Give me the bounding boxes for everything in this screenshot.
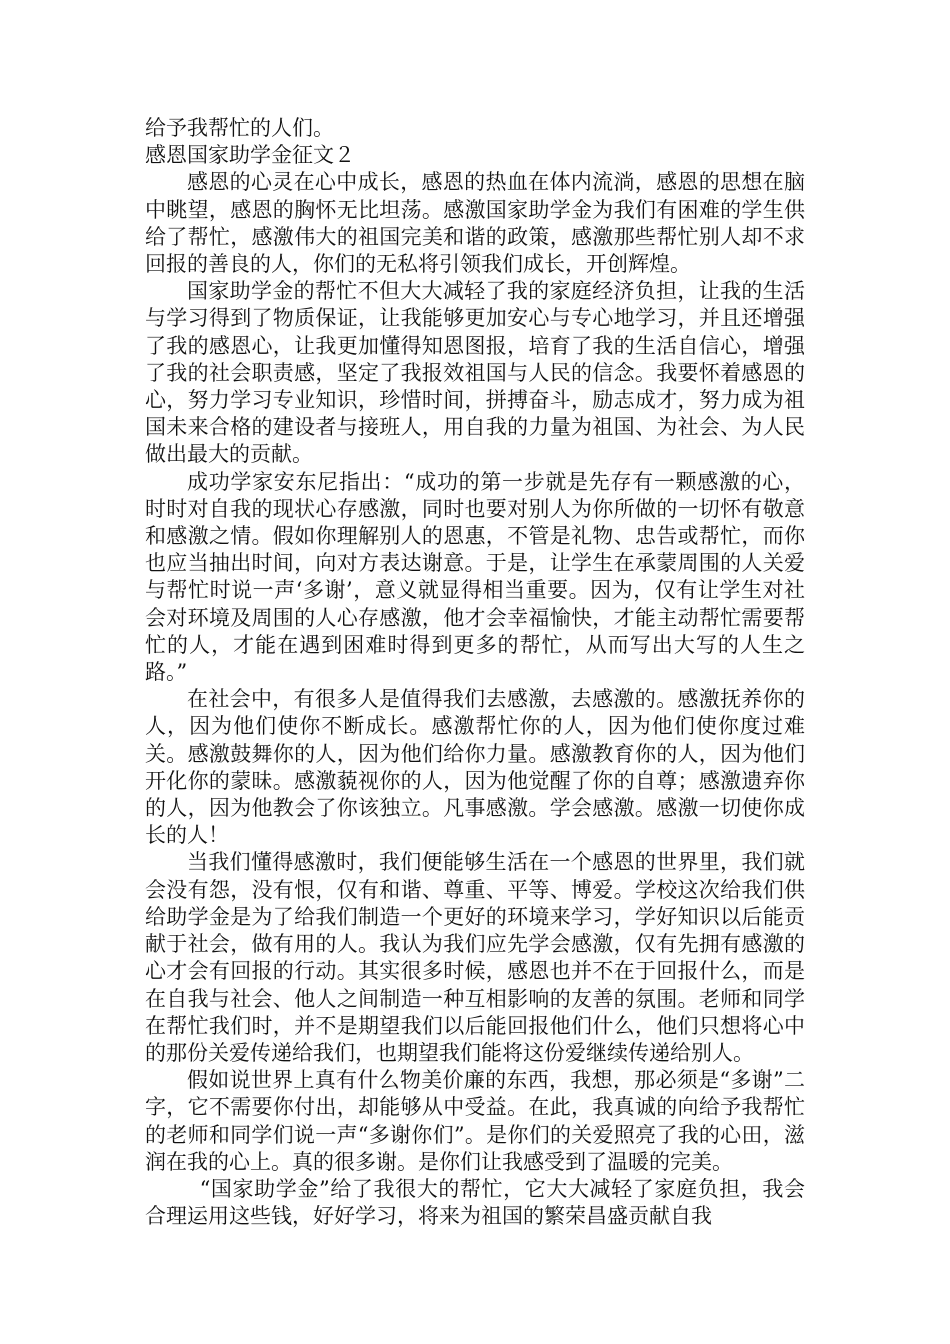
paragraph: 假如说世界上真有什么物美价廉的东西，我想，那必须是“多谢”二字，它不需要你付出，却能够从中受益。在此，我真诚的向给予我帮忙的老师和同学们说一声“多谢你们”。是你们的关爱照亮了我的心田，滋润在我的心上。真的很多谢。是你们让我感受到了温暖的完美。 <box>145 1068 805 1174</box>
paragraph: 当我们懂得感激时，我们便能够生活在一个感恩的世界里，我们就会没有怨，没有恨，仅有和谐、尊重、平等、博爱。学校这次给我们供给助学金是为了给我们制造一个更好的环境来学习，学好知识以后能贡献于社会，做有用的人。我认为我们应先学会感激，仅有先拥有感激的心才会有回报的行动。其实很多时候，感恩也并不在于回报什么，而是在自我与社会、他人之间制造一种互相影响的友善的氛围。老师和同学在帮忙我们时，并不是期望我们以后能回报他们什么，他们只想将心中的那份关爱传递给我们，也期望我们能将这份爱继续传递给别人。 <box>145 850 805 1065</box>
paragraph: 感恩的心灵在心中成长，感恩的热血在体内流淌，感恩的思想在脑中眺望，感恩的胸怀无比坦荡。感激国家助学金为我们有困难的学生供给了帮忙，感激伟大的祖国完美和谐的政策，感激那些帮忙别人却不求回报的善良的人，你们的无私将引领我们成长，开创辉煌。 <box>145 170 805 277</box>
paragraph: 在社会中，有很多人是值得我们去感激，去感激的。感激抚养你的人，因为他们使你不断成长。感激帮忙你的人，因为他们使你度过难关。感激鼓舞你的人，因为他们给你力量。感激教育你的人，因为他们开化你的蒙昧。感激藐视你的人，因为他觉醒了你的自尊；感激遗弃你的人，因为他教会了你该独立。凡事感激。学会感激。感激一切使你成长的人！ <box>145 687 805 848</box>
document-body <box>145 115 805 1230</box>
essay-heading: 感恩国家助学金征文２ <box>145 143 355 168</box>
paragraph: 成功学家安东尼指出：“成功的第一步就是先存有一颗感激的心，时时对自我的现状心存感激，同时也要对别人为你所做的一切怀有敬意和感激之情。假如你理解别人的恩惠，不管是礼物、忠告或帮忙，而你也应当抽出时间，向对方表达谢意。于是，让学生在承蒙周围的人关爱与帮忙时说一声‘多谢’，意义就显得相当重要。因为，仅有让学生对社会对环境及周围的人心存感激，他才会幸福愉快，才能主动帮忙需要帮忙的人，才能在遇到困难时得到更多的帮忙，从而写出大写的人生之路。” <box>145 469 805 685</box>
lead-line: 给予我帮忙的人们。 <box>145 116 334 140</box>
paragraph: “国家助学金”给了我很大的帮忙，它大大减轻了家庭负担，我会合理运用这些钱，好好学习，将来为祖国的繁荣昌盛贡献自我 <box>145 1176 805 1229</box>
paragraph: 国家助学金的帮忙不但大大减轻了我的家庭经济负担，让我的生活与学习得到了物质保证，让我能够更加安心与专心地学习，并且还增强了我的感恩心，让我更加懂得知恩图报，培育了我的生活自信心，增强了我的社会职责感，坚定了我报效祖国与人民的信念。我要怀着感恩的心，努力学习专业知识，珍惜时间，拼搏奋斗，励志成才，努力成为祖国未来合格的建设者与接班人，用自我的力量为祖国、为社会、为人民做出最大的贡献。 <box>145 279 805 467</box>
